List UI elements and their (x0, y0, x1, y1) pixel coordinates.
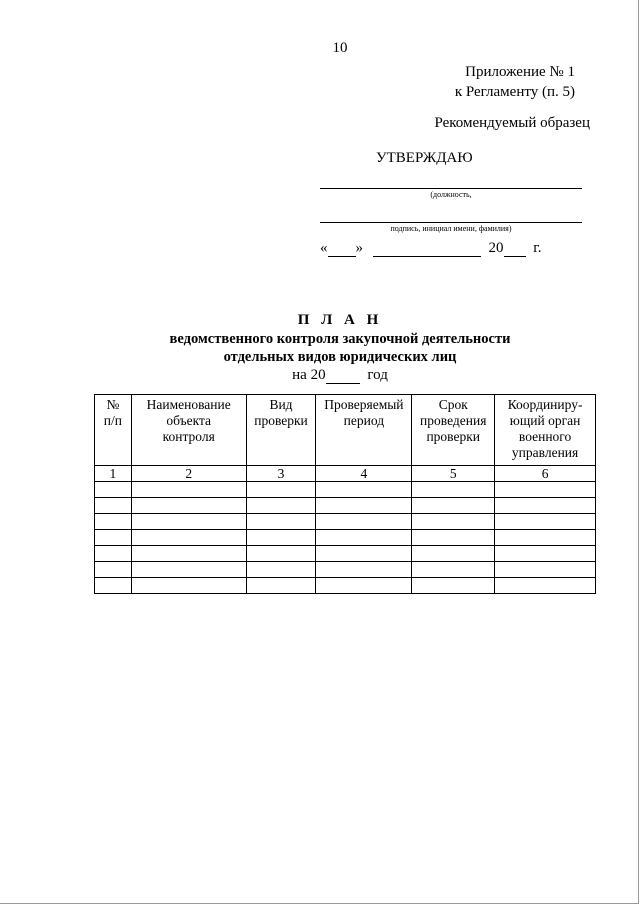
table-cell (131, 482, 246, 498)
table-row (95, 498, 596, 514)
table-cell (495, 482, 596, 498)
date-close-quote: » (355, 240, 363, 256)
table-cell (495, 546, 596, 562)
table-cell (316, 530, 412, 546)
table-cell (412, 578, 495, 594)
table-row (95, 546, 596, 562)
table-cell (316, 482, 412, 498)
table-row (95, 578, 596, 594)
table-cell (316, 562, 412, 578)
table-cell (95, 482, 132, 498)
table-cell (495, 514, 596, 530)
plan-year-suffix: год (367, 367, 388, 383)
table-cell (131, 562, 246, 578)
date-year-blank (504, 242, 526, 257)
table-cell (412, 514, 495, 530)
table-cell (246, 498, 316, 514)
column-header-number: № п/п (95, 395, 132, 466)
column-number: 2 (131, 466, 246, 482)
plan-title-main: П Л А Н (297, 312, 383, 328)
table-cell (131, 546, 246, 562)
table-cell (495, 578, 596, 594)
table-cell (316, 498, 412, 514)
table-cell (246, 546, 316, 562)
plan-table (94, 394, 596, 594)
plan-year-prefix: на 20 (292, 367, 326, 383)
date-month-blank (373, 242, 481, 257)
date-open-quote: « (320, 240, 328, 256)
plan-title-line-3: отдельных видов юридических лиц (223, 349, 457, 365)
column-number: 5 (412, 466, 495, 482)
column-number: 3 (246, 466, 316, 482)
table-cell (412, 530, 495, 546)
column-number: 4 (316, 466, 412, 482)
table-cell (316, 578, 412, 594)
table-cell (246, 578, 316, 594)
table-cell (246, 482, 316, 498)
signature-line (320, 222, 582, 223)
column-header-object: Наименование объекта контроля (131, 395, 246, 466)
table-cell (412, 498, 495, 514)
approve-heading: УТВЕРЖДАЮ (376, 150, 473, 166)
table-cell (412, 482, 495, 498)
signature-caption: подпись, инициал имени, фамилия) (390, 224, 512, 233)
table-cell (316, 546, 412, 562)
plan-title (0, 310, 640, 384)
table-cell (95, 530, 132, 546)
plan-year-blank (326, 370, 360, 384)
annex-line-2: к Регламенту (п. 5) (454, 84, 575, 100)
column-header-type: Вид проверки (246, 395, 316, 466)
table-cell (495, 530, 596, 546)
table-cell (131, 514, 246, 530)
plan-title-line-2: ведомственного контроля закупочной деятельности (169, 331, 511, 347)
table-cell (246, 530, 316, 546)
table-row (95, 482, 596, 498)
column-header-period: Проверяемый период (316, 395, 412, 466)
table-header-row (95, 395, 596, 466)
table-cell (495, 562, 596, 578)
table-cell (95, 498, 132, 514)
column-number: 1 (95, 466, 132, 482)
table-cell (95, 562, 132, 578)
table-cell (95, 578, 132, 594)
column-header-authority: Координиру- ющий орган военного управления (495, 395, 596, 466)
table-cell (131, 578, 246, 594)
annex-line-1: Приложение № 1 (465, 64, 575, 80)
table-cell (316, 514, 412, 530)
table-cell (412, 546, 495, 562)
table-cell (246, 562, 316, 578)
table-cell (495, 498, 596, 514)
table-row (95, 514, 596, 530)
table-cell (95, 546, 132, 562)
position-caption: (должность, (430, 190, 472, 199)
annex-reference (440, 62, 575, 102)
table-row (95, 530, 596, 546)
date-year-prefix: 20 (488, 240, 504, 256)
position-line (320, 188, 582, 189)
column-header-term: Срок проведения проверки (412, 395, 495, 466)
date-day-blank (328, 242, 356, 257)
column-number-row (95, 466, 596, 482)
approval-date (320, 240, 541, 257)
table-row (95, 562, 596, 578)
plan-year (0, 366, 640, 384)
table-cell (412, 562, 495, 578)
table-cell (246, 514, 316, 530)
table-cell (95, 514, 132, 530)
page-number: 10 (332, 40, 348, 56)
table-cell (131, 530, 246, 546)
date-year-suffix: г. (533, 240, 542, 256)
column-number: 6 (495, 466, 596, 482)
sample-label: Рекомендуемый образец (434, 115, 590, 131)
table-cell (131, 498, 246, 514)
